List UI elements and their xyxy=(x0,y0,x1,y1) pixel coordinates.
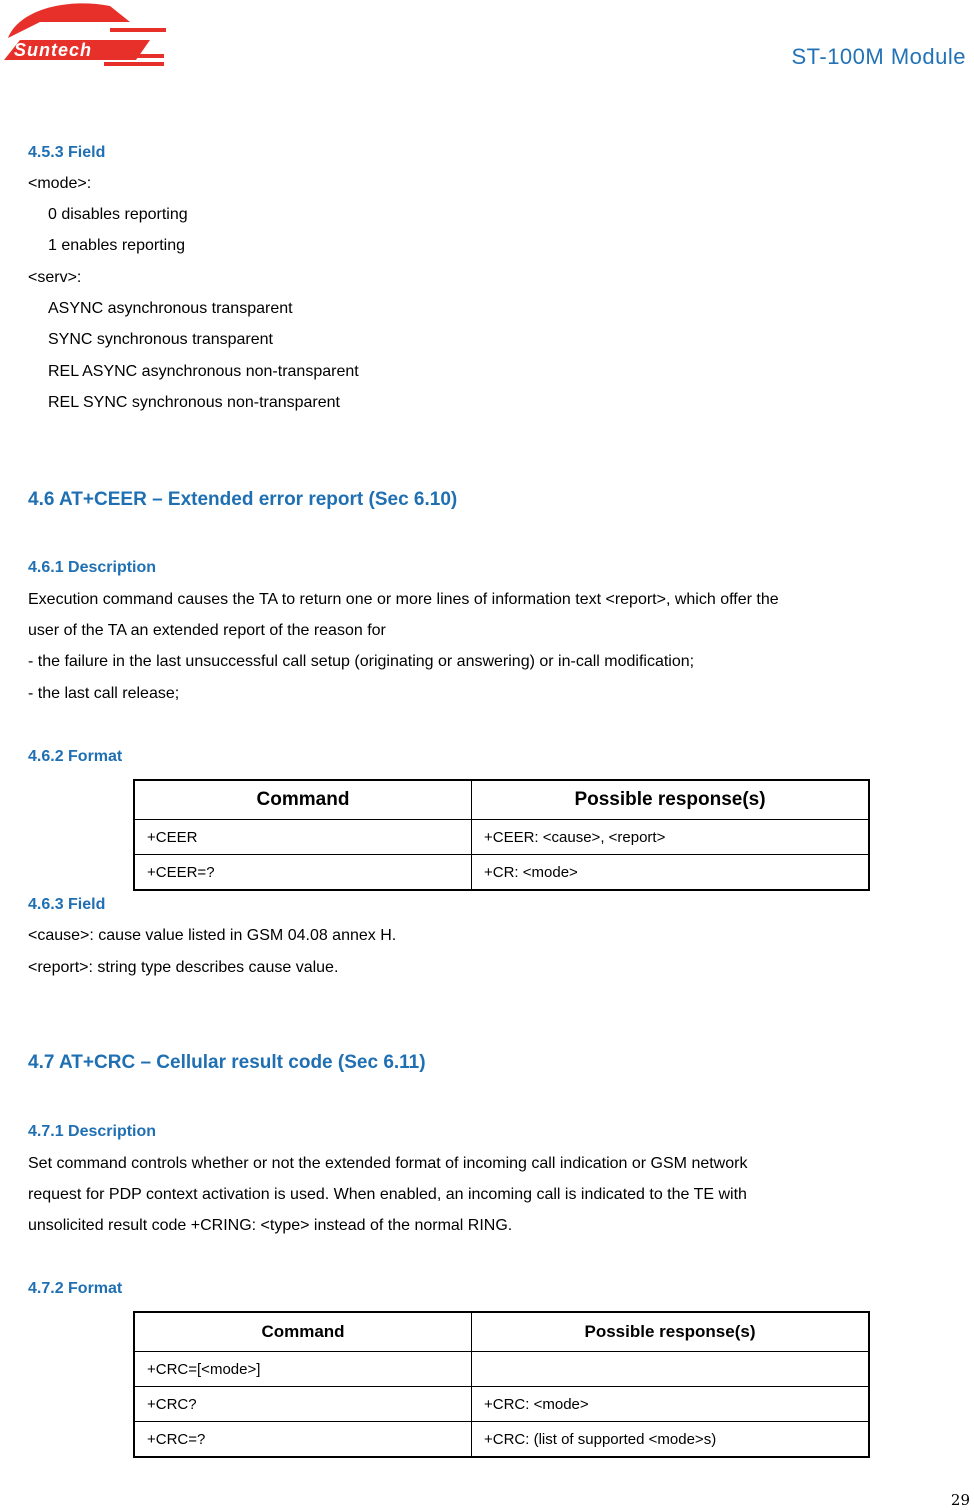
mode-value: 1 enables reporting xyxy=(48,237,185,254)
logo-text: Suntech xyxy=(14,40,93,60)
serv-value: REL ASYNC asynchronous non-transparent xyxy=(48,363,359,380)
crc-format-table xyxy=(133,1311,870,1458)
table-cell: +CRC=[<mode>] xyxy=(134,1352,472,1387)
description-line: user of the TA an extended report of the reason for xyxy=(28,622,386,639)
serv-value: ASYNC asynchronous transparent xyxy=(48,300,293,317)
table-row xyxy=(134,820,869,855)
table-cell: +CR: <mode> xyxy=(472,855,870,891)
description-line: - the failure in the last unsuccessful call setup (originating or answering) or in-call modification; xyxy=(28,653,695,670)
section-471-heading: 4.7.1 Description xyxy=(28,1123,157,1140)
table-cell xyxy=(472,1352,870,1387)
section-453-heading: 4.5.3 Field xyxy=(28,144,106,161)
table-row xyxy=(134,1422,869,1458)
table-header-cell: Possible response(s) xyxy=(472,780,870,820)
table-cell: +CRC: (list of supported <mode>s) xyxy=(472,1422,870,1458)
section-463-heading: 4.6.3 Field xyxy=(28,896,106,913)
description-line: Set command controls whether or not the extended format of incoming call indication or GSM network xyxy=(28,1155,748,1172)
ceer-format-table xyxy=(133,779,870,891)
field-line: <report>: string type describes cause value. xyxy=(28,959,339,976)
section-461-heading: 4.6.1 Description xyxy=(28,559,157,576)
section-462-heading: 4.6.2 Format xyxy=(28,748,123,765)
table-cell: +CRC=? xyxy=(134,1422,472,1458)
table-cell: +CEER=? xyxy=(134,855,472,891)
serv-value: REL SYNC synchronous non-transparent xyxy=(48,394,340,411)
table-cell: +CRC? xyxy=(134,1387,472,1422)
description-line: Execution command causes the TA to return one or more lines of information text <report>, which offer the xyxy=(28,591,779,608)
table-header-cell: Command xyxy=(134,780,472,820)
table-header-cell: Command xyxy=(134,1312,472,1352)
section-47-heading: 4.7 AT+CRC – Cellular result code (Sec 6.11) xyxy=(28,1052,426,1073)
description-line: request for PDP context activation is used. When enabled, an incoming call is indicated to the TE with xyxy=(28,1186,747,1203)
section-472-heading: 4.7.2 Format xyxy=(28,1280,123,1297)
table-cell: +CRC: <mode> xyxy=(472,1387,870,1422)
table-cell: +CEER: <cause>, <report> xyxy=(472,820,870,855)
field-line: <cause>: cause value listed in GSM 04.08 annex H. xyxy=(28,927,397,944)
table-row xyxy=(134,1352,869,1387)
table-cell: +CEER xyxy=(134,820,472,855)
suntech-logo xyxy=(0,0,166,70)
description-line: unsolicited result code +CRING: <type> instead of the normal RING. xyxy=(28,1217,513,1234)
mode-label: <mode>: xyxy=(28,175,92,192)
module-title: ST-100M Module xyxy=(791,44,966,69)
table-row xyxy=(134,1387,869,1422)
mode-value: 0 disables reporting xyxy=(48,206,188,223)
page-number: 29 xyxy=(950,1491,970,1509)
serv-label: <serv>: xyxy=(28,269,82,286)
table-header-row xyxy=(134,1312,869,1352)
section-46-heading: 4.6 AT+CEER – Extended error report (Sec 6.10) xyxy=(28,489,458,510)
serv-value: SYNC synchronous transparent xyxy=(48,331,273,348)
table-row xyxy=(134,855,869,891)
description-line: - the last call release; xyxy=(28,685,180,702)
table-header-cell: Possible response(s) xyxy=(472,1312,870,1352)
table-header-row xyxy=(134,780,869,820)
